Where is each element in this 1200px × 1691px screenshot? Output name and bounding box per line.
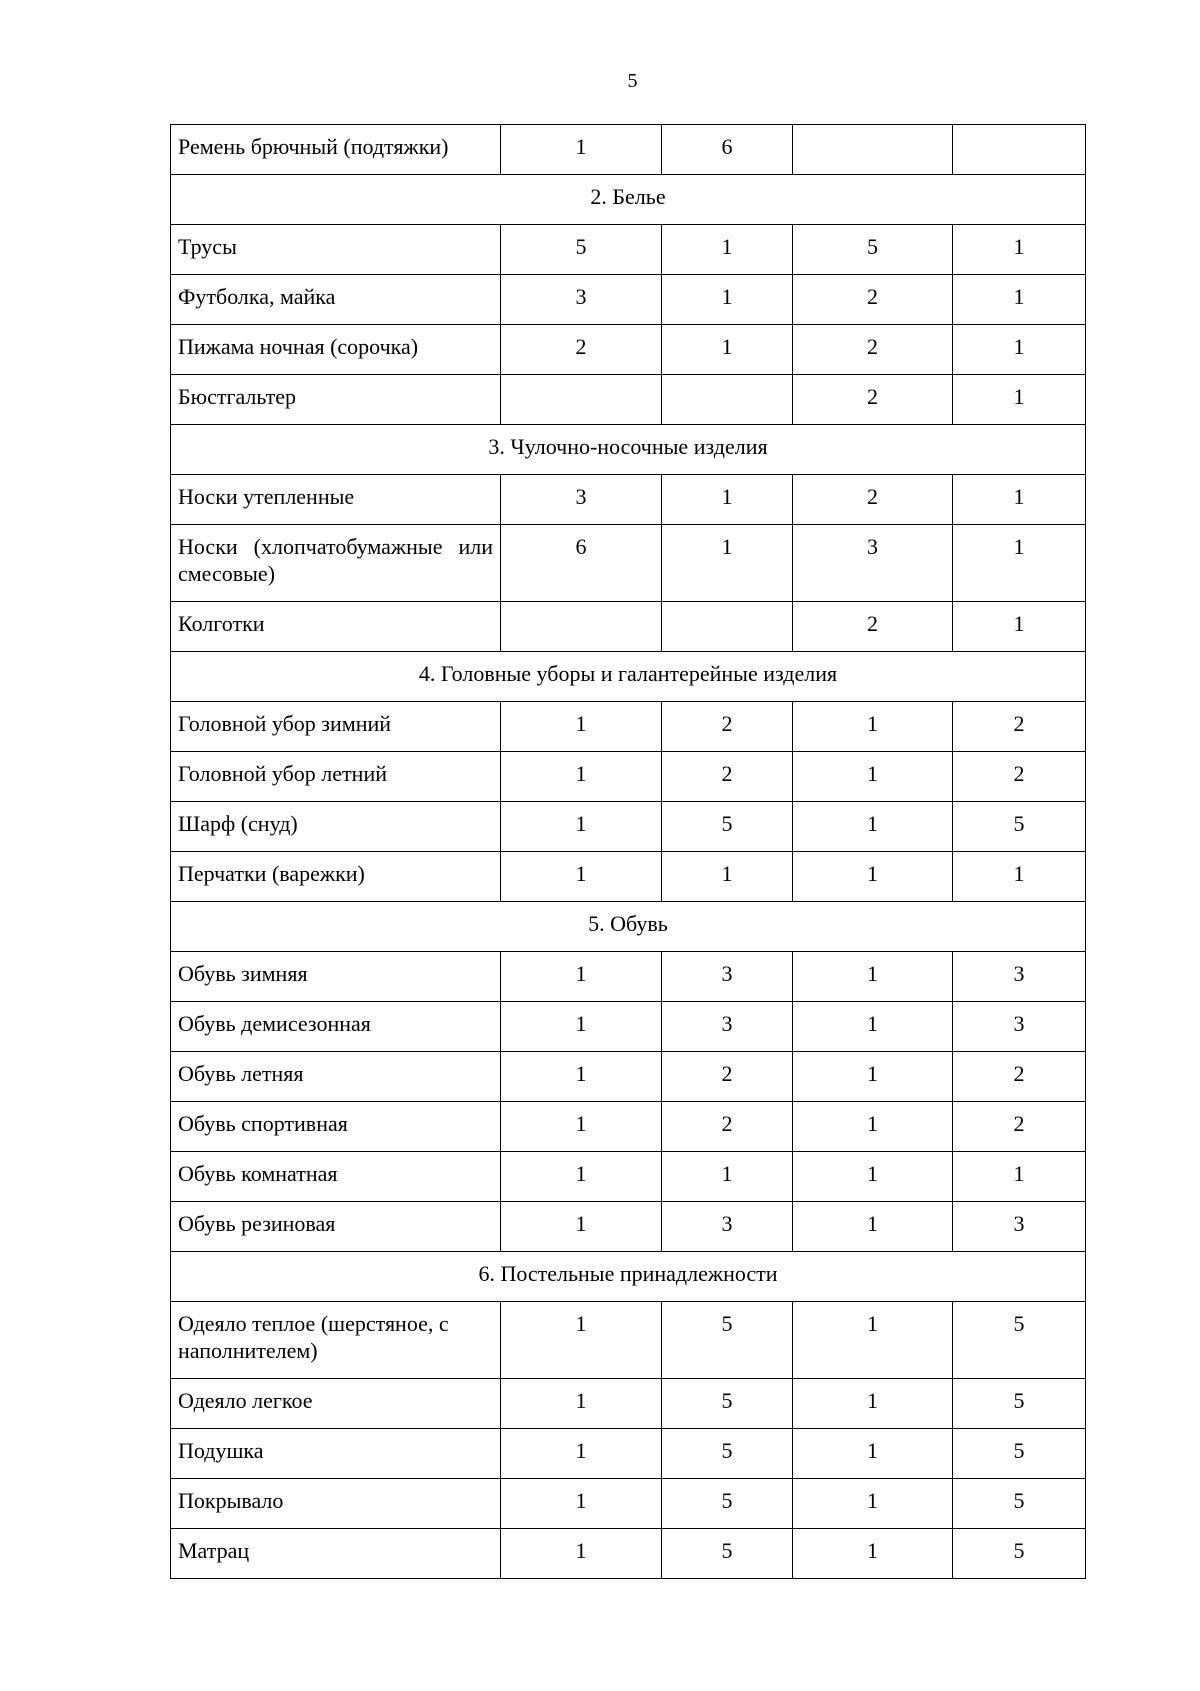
table-row — [171, 525, 1086, 602]
quantity-cell-4: 5 — [953, 1529, 1086, 1579]
quantity-cell-3: 2 — [793, 275, 953, 325]
item-name-cell: Обувь спортивная — [171, 1102, 501, 1152]
quantity-cell-4: 1 — [953, 475, 1086, 525]
quantity-cell-1: 1 — [501, 852, 662, 902]
quantity-cell-4: 1 — [953, 852, 1086, 902]
quantity-cell-2: 2 — [662, 752, 793, 802]
table-row — [171, 1202, 1086, 1252]
section-header-row — [171, 175, 1086, 225]
item-name-cell: Шарф (снуд) — [171, 802, 501, 852]
quantity-cell-3: 1 — [793, 1302, 953, 1379]
table-row — [171, 952, 1086, 1002]
quantity-cell-3: 1 — [793, 852, 953, 902]
item-name-cell: Трусы — [171, 225, 501, 275]
quantity-cell-1: 1 — [501, 1429, 662, 1479]
quantity-cell-1: 1 — [501, 752, 662, 802]
table-row — [171, 852, 1086, 902]
item-name-cell: Обувь летняя — [171, 1052, 501, 1102]
quantity-cell-1: 1 — [501, 802, 662, 852]
quantity-cell-4: 5 — [953, 1302, 1086, 1379]
quantity-cell-3: 1 — [793, 1429, 953, 1479]
quantity-cell-1: 3 — [501, 475, 662, 525]
quantity-cell-2: 6 — [662, 125, 793, 175]
quantity-cell-1: 1 — [501, 1479, 662, 1529]
table-row — [171, 1002, 1086, 1052]
table-row — [171, 1529, 1086, 1579]
quantity-cell-3: 1 — [793, 702, 953, 752]
quantity-cell-3: 1 — [793, 1529, 953, 1579]
quantity-cell-2: 3 — [662, 1202, 793, 1252]
quantity-cell-1: 2 — [501, 325, 662, 375]
item-name-cell: Футболка, майка — [171, 275, 501, 325]
quantity-cell-2: 1 — [662, 852, 793, 902]
quantity-cell-3: 1 — [793, 802, 953, 852]
quantity-cell-2: 1 — [662, 475, 793, 525]
quantity-cell-2: 5 — [662, 1302, 793, 1379]
section-header-row — [171, 425, 1086, 475]
quantity-cell-4: 2 — [953, 702, 1086, 752]
quantity-cell-1: 1 — [501, 1202, 662, 1252]
section-title: 2. Белье — [171, 175, 1086, 225]
quantity-cell-4: 1 — [953, 1152, 1086, 1202]
item-name-cell: Обувь резиновая — [171, 1202, 501, 1252]
quantity-cell-4: 5 — [953, 1479, 1086, 1529]
section-header-row — [171, 902, 1086, 952]
quantity-cell-3: 2 — [793, 475, 953, 525]
quantity-cell-1: 1 — [501, 1379, 662, 1429]
quantity-cell-3: 2 — [793, 325, 953, 375]
quantity-cell-4: 1 — [953, 325, 1086, 375]
quantity-cell-4: 1 — [953, 375, 1086, 425]
quantity-cell-4: 2 — [953, 752, 1086, 802]
quantity-cell-2 — [662, 375, 793, 425]
table-row — [171, 702, 1086, 752]
quantity-cell-3: 1 — [793, 1152, 953, 1202]
section-title: 5. Обувь — [171, 902, 1086, 952]
item-name-cell: Пижама ночная (сорочка) — [171, 325, 501, 375]
quantity-cell-3: 1 — [793, 1202, 953, 1252]
quantity-cell-2: 1 — [662, 1152, 793, 1202]
item-name-cell: Обувь зимняя — [171, 952, 501, 1002]
quantity-cell-1: 1 — [501, 952, 662, 1002]
quantity-cell-4: 3 — [953, 952, 1086, 1002]
quantity-cell-3 — [793, 125, 953, 175]
item-name-cell: Одеяло легкое — [171, 1379, 501, 1429]
table-row — [171, 1429, 1086, 1479]
section-title: 4. Головные уборы и галантерейные изделия — [171, 652, 1086, 702]
table-row — [171, 1152, 1086, 1202]
quantity-cell-2: 5 — [662, 802, 793, 852]
quantity-cell-2: 3 — [662, 1002, 793, 1052]
section-header-row — [171, 652, 1086, 702]
table-row — [171, 1052, 1086, 1102]
quantity-cell-1: 3 — [501, 275, 662, 325]
table-row — [171, 375, 1086, 425]
quantity-cell-2: 2 — [662, 1052, 793, 1102]
quantity-cell-1 — [501, 375, 662, 425]
quantity-cell-1: 5 — [501, 225, 662, 275]
table-body — [171, 125, 1086, 1579]
quantity-cell-2: 5 — [662, 1529, 793, 1579]
quantity-cell-1: 6 — [501, 525, 662, 602]
clothing-norms-table — [170, 124, 1086, 1579]
quantity-cell-3: 1 — [793, 1002, 953, 1052]
item-name-cell: Покрывало — [171, 1479, 501, 1529]
quantity-cell-1 — [501, 602, 662, 652]
quantity-cell-2 — [662, 602, 793, 652]
quantity-cell-2: 3 — [662, 952, 793, 1002]
quantity-cell-2: 5 — [662, 1379, 793, 1429]
item-name-cell: Обувь комнатная — [171, 1152, 501, 1202]
item-name-cell: Носки (хлопчатобумажные или смесовые) — [171, 525, 501, 602]
quantity-cell-3: 2 — [793, 375, 953, 425]
quantity-cell-4: 2 — [953, 1102, 1086, 1152]
item-name-cell: Перчатки (варежки) — [171, 852, 501, 902]
table-row — [171, 1102, 1086, 1152]
section-header-row — [171, 1252, 1086, 1302]
table-row — [171, 602, 1086, 652]
quantity-cell-1: 1 — [501, 1002, 662, 1052]
item-name-cell: Головной убор зимний — [171, 702, 501, 752]
quantity-cell-3: 1 — [793, 952, 953, 1002]
quantity-cell-4: 5 — [953, 1379, 1086, 1429]
table-row — [171, 1379, 1086, 1429]
quantity-cell-2: 2 — [662, 1102, 793, 1152]
quantity-cell-3: 1 — [793, 1379, 953, 1429]
item-name-cell: Бюстгальтер — [171, 375, 501, 425]
quantity-cell-4: 2 — [953, 1052, 1086, 1102]
quantity-cell-4: 5 — [953, 1429, 1086, 1479]
item-name-cell: Головной убор летний — [171, 752, 501, 802]
quantity-cell-2: 5 — [662, 1429, 793, 1479]
table-row — [171, 125, 1086, 175]
quantity-cell-4: 1 — [953, 225, 1086, 275]
quantity-cell-3: 5 — [793, 225, 953, 275]
item-name-cell: Одеяло теплое (шерстяное, с наполнителем) — [171, 1302, 501, 1379]
item-name-cell: Ремень брючный (подтяжки) — [171, 125, 501, 175]
table-row — [171, 275, 1086, 325]
table-row — [171, 475, 1086, 525]
quantity-cell-1: 1 — [501, 1152, 662, 1202]
item-name-cell: Матрац — [171, 1529, 501, 1579]
quantity-cell-1: 1 — [501, 1102, 662, 1152]
table-row — [171, 1479, 1086, 1529]
quantity-cell-4: 5 — [953, 802, 1086, 852]
quantity-cell-3: 1 — [793, 752, 953, 802]
quantity-cell-4: 1 — [953, 525, 1086, 602]
item-name-cell: Колготки — [171, 602, 501, 652]
page-number: 5 — [627, 70, 638, 92]
quantity-cell-2: 2 — [662, 702, 793, 752]
table-row — [171, 325, 1086, 375]
table-row — [171, 225, 1086, 275]
quantity-cell-1: 1 — [501, 1529, 662, 1579]
quantity-cell-2: 5 — [662, 1479, 793, 1529]
section-title: 6. Постельные принадлежности — [171, 1252, 1086, 1302]
quantity-cell-1: 1 — [501, 125, 662, 175]
quantity-cell-2: 1 — [662, 525, 793, 602]
section-title: 3. Чулочно-носочные изделия — [171, 425, 1086, 475]
quantity-cell-4: 3 — [953, 1202, 1086, 1252]
quantity-cell-1: 1 — [501, 1302, 662, 1379]
quantity-cell-3: 1 — [793, 1102, 953, 1152]
table-row — [171, 802, 1086, 852]
quantity-cell-4: 3 — [953, 1002, 1086, 1052]
table-row — [171, 752, 1086, 802]
quantity-cell-4: 1 — [953, 602, 1086, 652]
quantity-cell-3: 1 — [793, 1052, 953, 1102]
quantity-cell-2: 1 — [662, 325, 793, 375]
quantity-cell-2: 1 — [662, 225, 793, 275]
quantity-cell-3: 3 — [793, 525, 953, 602]
table-row — [171, 1302, 1086, 1379]
quantity-cell-1: 1 — [501, 1052, 662, 1102]
item-name-cell: Подушка — [171, 1429, 501, 1479]
quantity-cell-2: 1 — [662, 275, 793, 325]
quantity-cell-1: 1 — [501, 702, 662, 752]
quantity-cell-3: 1 — [793, 1479, 953, 1529]
quantity-cell-3: 2 — [793, 602, 953, 652]
quantity-cell-4: 1 — [953, 275, 1086, 325]
quantity-cell-4 — [953, 125, 1086, 175]
item-name-cell: Обувь демисезонная — [171, 1002, 501, 1052]
item-name-cell: Носки утепленные — [171, 475, 501, 525]
